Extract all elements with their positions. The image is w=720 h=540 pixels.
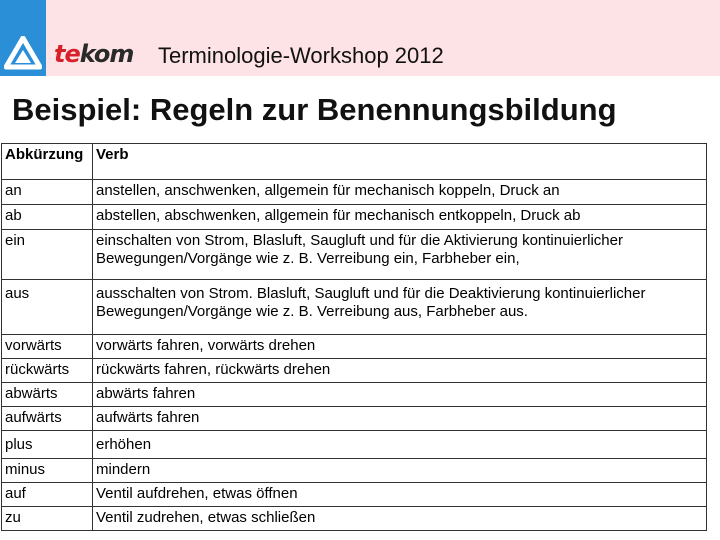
table-row — [2, 483, 707, 507]
verb-cell: abwärts fahren — [93, 383, 707, 407]
table-row — [2, 335, 707, 359]
table-row — [2, 180, 707, 205]
table-row — [2, 359, 707, 383]
page-title: Beispiel: Regeln zur Benennungsbildung — [12, 92, 617, 127]
table-header-row — [2, 144, 707, 180]
abbreviation-cell: an — [2, 180, 93, 205]
table-row — [2, 507, 707, 531]
verb-cell: vorwärts fahren, vorwärts drehen — [93, 335, 707, 359]
column-header-abbreviation: Abkürzung — [2, 144, 93, 180]
table-row — [2, 230, 707, 280]
verb-cell: Ventil aufdrehen, etwas öffnen — [93, 483, 707, 507]
abbreviation-cell: abwärts — [2, 383, 93, 407]
abbreviation-cell: plus — [2, 431, 93, 459]
table-row — [2, 431, 707, 459]
table-row — [2, 383, 707, 407]
tekom-wordmark: tekom — [54, 40, 134, 68]
table-row — [2, 280, 707, 335]
verb-cell: anstellen, anschwenken, allgemein für mechanisch koppeln, Druck an — [93, 180, 707, 205]
abbreviation-cell: aufwärts — [2, 407, 93, 431]
abbreviation-cell: minus — [2, 459, 93, 483]
verb-cell: rückwärts fahren, rückwärts drehen — [93, 359, 707, 383]
abbreviation-cell: aus — [2, 280, 93, 335]
table-row — [2, 407, 707, 431]
logo-box — [0, 0, 46, 76]
column-header-verb: Verb — [93, 144, 707, 180]
table-row — [2, 459, 707, 483]
abbreviation-cell: auf — [2, 483, 93, 507]
verb-cell: ausschalten von Strom. Blasluft, Saugluft und für die Deaktivierung kontinuierlicher Bewegungen/Vorgänge wie z. B. Verreibung aus, Farbheber aus. — [93, 280, 707, 335]
verb-cell: aufwärts fahren — [93, 407, 707, 431]
abbreviation-cell: ab — [2, 205, 93, 230]
abbreviation-cell: vorwärts — [2, 335, 93, 359]
abbreviation-cell: rückwärts — [2, 359, 93, 383]
header-title: Terminologie-Workshop 2012 — [158, 43, 444, 68]
verb-cell: abstellen, abschwenken, allgemein für mechanisch entkoppeln, Druck ab — [93, 205, 707, 230]
table-row — [2, 205, 707, 230]
verb-cell: erhöhen — [93, 431, 707, 459]
tekom-logo-icon — [4, 36, 42, 70]
verb-cell: mindern — [93, 459, 707, 483]
abbreviation-cell: zu — [2, 507, 93, 531]
header-bar — [0, 0, 720, 76]
verb-cell: Ventil zudrehen, etwas schließen — [93, 507, 707, 531]
abbreviation-cell: ein — [2, 230, 93, 280]
verb-cell: einschalten von Strom, Blasluft, Saugluft und für die Aktivierung kontinuierlicher Bewegungen/Vorgänge wie z. B. Verreibung ein, Farbheber ein, — [93, 230, 707, 280]
terms-table — [1, 143, 707, 531]
